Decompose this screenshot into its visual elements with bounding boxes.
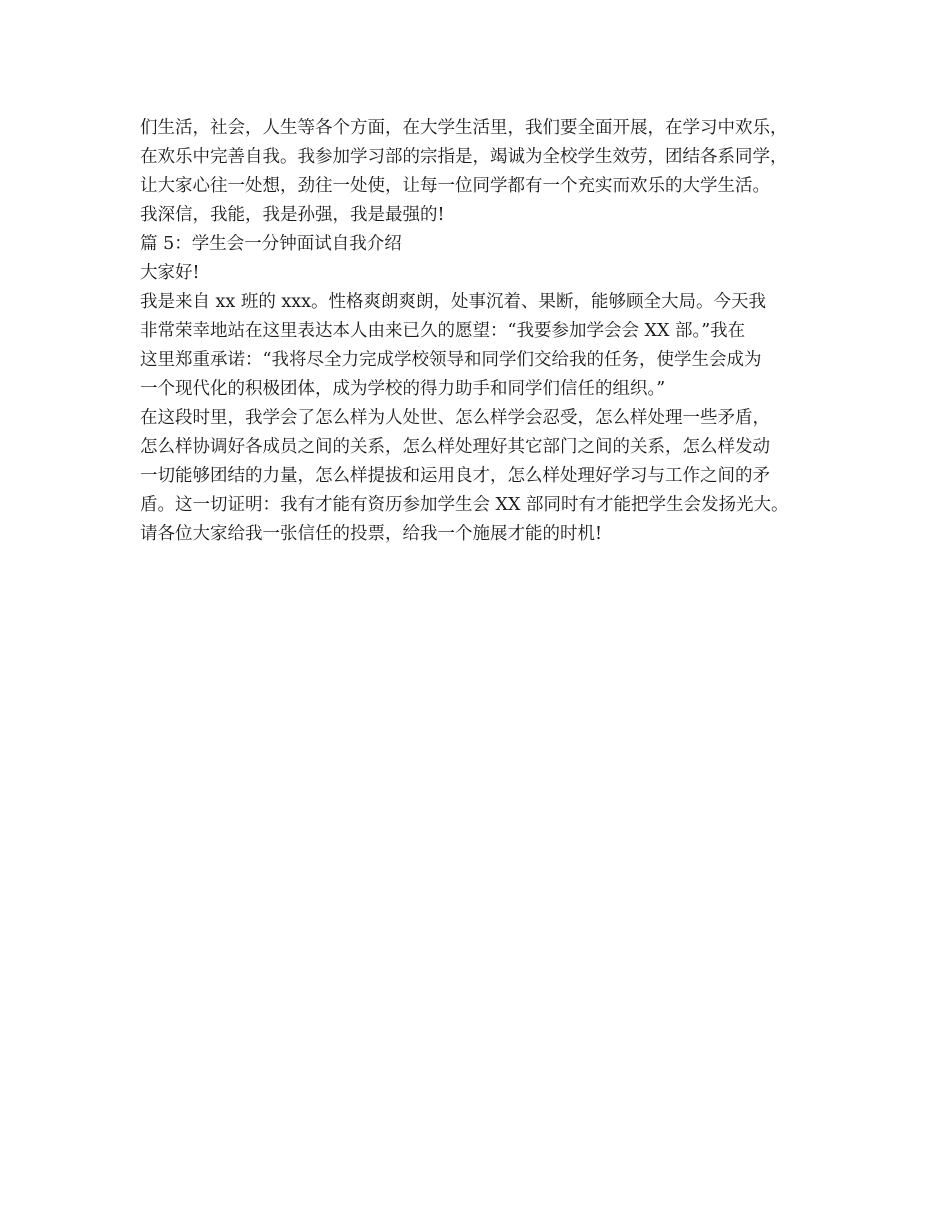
greeting-line: 大家好! — [140, 263, 200, 283]
text-line-3: 让大家心往一处想，劲往一处使，让每一位同学都有一个充实而欢乐的大学生活。 — [140, 176, 770, 196]
text-line-12: 怎么样协调好各成员之间的关系，怎么样处理好其它部门之间的关系，怎么样发动 — [140, 437, 770, 457]
text-line-8: 非常荣幸地站在这里表达本人由来已久的愿望：“我要参加学会会 XX 部。”我在 — [140, 321, 746, 341]
text-line-1: 们生活，社会，人生等各个方面，在大学生活里，我们要全面开展，在学习中欢乐， — [140, 118, 788, 138]
text-line-14: 盾。这一切证明：我有才能有资历参加学生会 XX 部同时有才能把学生会发扬光大。 — [140, 495, 789, 515]
text-line-13: 一切能够团结的力量，怎么样提拔和运用良才，怎么样处理好学习与工作之间的矛 — [140, 466, 770, 486]
text-line-2: 在欢乐中完善自我。我参加学习部的宗指是，竭诚为全校学生效劳，团结各系同学， — [140, 147, 788, 167]
text-line-15: 请各位大家给我一张信任的投票，给我一个施展才能的时机! — [140, 524, 603, 544]
section-heading: 篇 5：学生会一分钟面试自我介绍 — [140, 234, 402, 254]
document-body — [140, 114, 840, 549]
text-line-4: 我深信，我能，我是孙强，我是最强的! — [140, 205, 445, 225]
text-line-10: 一个现代化的积极团体，成为学校的得力助手和同学们信任的组织。” — [140, 379, 666, 399]
text-line-7: 我是来自 xx 班的 xxx。性格爽朗爽朗，处事沉着、果断，能够顾全大局。今天我 — [140, 292, 767, 312]
text-line-11: 在这段时里，我学会了怎么样为人处世、怎么样学会忍受，怎么样处理一些矛盾， — [140, 408, 770, 428]
text-line-9: 这里郑重承诺：“我将尽全力完成学校领导和同学们交给我的任务，使学生会成为 — [140, 350, 762, 370]
